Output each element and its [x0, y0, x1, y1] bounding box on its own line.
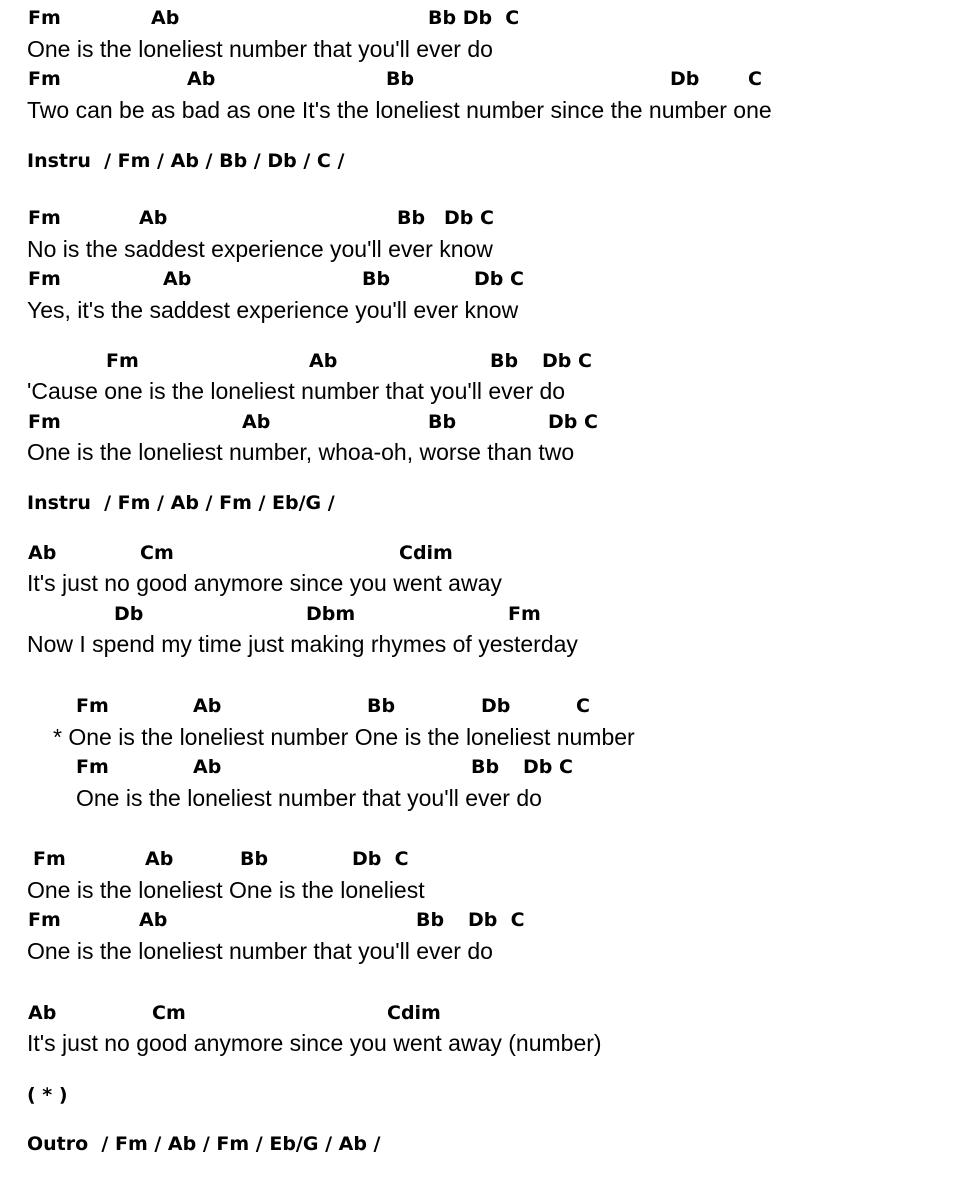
chord-fm: Fm: [76, 756, 109, 778]
chord-bb-db-c: Bb Db C: [428, 7, 520, 29]
chord-db: Db: [481, 695, 511, 717]
chord-db-c: Db C: [468, 909, 525, 931]
lyric-line: One is the loneliest number that you'll ever do: [27, 938, 493, 964]
chord-db-c: Db C: [474, 268, 524, 290]
chord-fm: Fm: [28, 68, 61, 90]
lyric-line: 'Cause one is the loneliest number that you'll ever do: [27, 378, 566, 404]
lyric-line: Two can be as bad as one It's the loneliest number since the number one: [27, 97, 772, 123]
chord-ab: Ab: [151, 7, 180, 29]
lyric-line: It's just no good anymore since you went away: [27, 570, 502, 596]
instrumental-line: Instru / Fm / Ab / Bb / Db / C /: [27, 150, 345, 172]
chord-ab: Ab: [193, 695, 222, 717]
chord-ab: Ab: [242, 411, 271, 433]
chord-c: C: [576, 695, 590, 717]
chord-bb: Bb: [367, 695, 396, 717]
chord-dbm: Dbm: [306, 603, 356, 625]
chord-fm: Fm: [508, 603, 541, 625]
lyric-line: It's just no good anymore since you went away (number): [27, 1030, 602, 1056]
chord-ab: Ab: [193, 756, 222, 778]
chord-cm: Cm: [152, 1002, 186, 1024]
instrumental-line: Instru / Fm / Ab / Fm / Eb/G /: [27, 492, 335, 514]
lyric-line: No is the saddest experience you'll ever know: [27, 236, 493, 262]
lyric-line: One is the loneliest number, whoa-oh, worse than two: [27, 439, 575, 465]
repeat-chorus-marker: ( * ): [27, 1084, 68, 1106]
chord-bb: Bb: [397, 207, 426, 229]
chord-fm: Fm: [33, 848, 66, 870]
chord-ab: Ab: [187, 68, 216, 90]
lyric-line: Yes, it's the saddest experience you'll ever know: [27, 297, 519, 323]
chord-ab: Ab: [309, 350, 338, 372]
chord-bb: Bb: [428, 411, 457, 433]
chord-fm: Fm: [28, 909, 61, 931]
chord-fm: Fm: [28, 7, 61, 29]
chord-db-c: Db C: [548, 411, 598, 433]
chord-ab: Ab: [28, 542, 57, 564]
lyric-line: One is the loneliest One is the loneliest: [27, 877, 425, 903]
chord-cdim: Cdim: [399, 542, 453, 564]
chord-db-c: Db C: [542, 350, 592, 372]
chord-c: C: [748, 68, 762, 90]
chord-fm: Fm: [28, 207, 61, 229]
chord-bb: Bb: [362, 268, 391, 290]
chord-cm: Cm: [140, 542, 174, 564]
chord-db-c: Db C: [444, 207, 494, 229]
chord-db-c: Db C: [523, 756, 573, 778]
chord-bb: Bb: [471, 756, 500, 778]
chord-bb: Bb: [240, 848, 269, 870]
chord-cdim: Cdim: [387, 1002, 441, 1024]
chord-bb: Bb: [386, 68, 415, 90]
lyric-line: Now I spend my time just making rhymes of yesterday: [27, 631, 578, 657]
chord-bb: Bb: [416, 909, 445, 931]
chord-fm: Fm: [76, 695, 109, 717]
chord-db: Db: [670, 68, 700, 90]
chord-ab: Ab: [163, 268, 192, 290]
chorus-marker-lyric-line: * One is the loneliest number One is the loneliest number: [53, 724, 635, 750]
chord-fm: Fm: [28, 268, 61, 290]
lyric-line: One is the loneliest number that you'll ever do: [76, 785, 542, 811]
chord-ab: Ab: [145, 848, 174, 870]
outro-line: Outro / Fm / Ab / Fm / Eb/G / Ab /: [27, 1133, 381, 1155]
chord-fm: Fm: [106, 350, 139, 372]
chord-fm: Fm: [28, 411, 61, 433]
chord-ab: Ab: [28, 1002, 57, 1024]
chord-ab: Ab: [139, 909, 168, 931]
lyric-line: One is the loneliest number that you'll ever do: [27, 36, 493, 62]
chord-bb: Bb: [490, 350, 519, 372]
chord-db-c: Db C: [352, 848, 409, 870]
chord-db: Db: [114, 603, 144, 625]
chord-ab: Ab: [139, 207, 168, 229]
